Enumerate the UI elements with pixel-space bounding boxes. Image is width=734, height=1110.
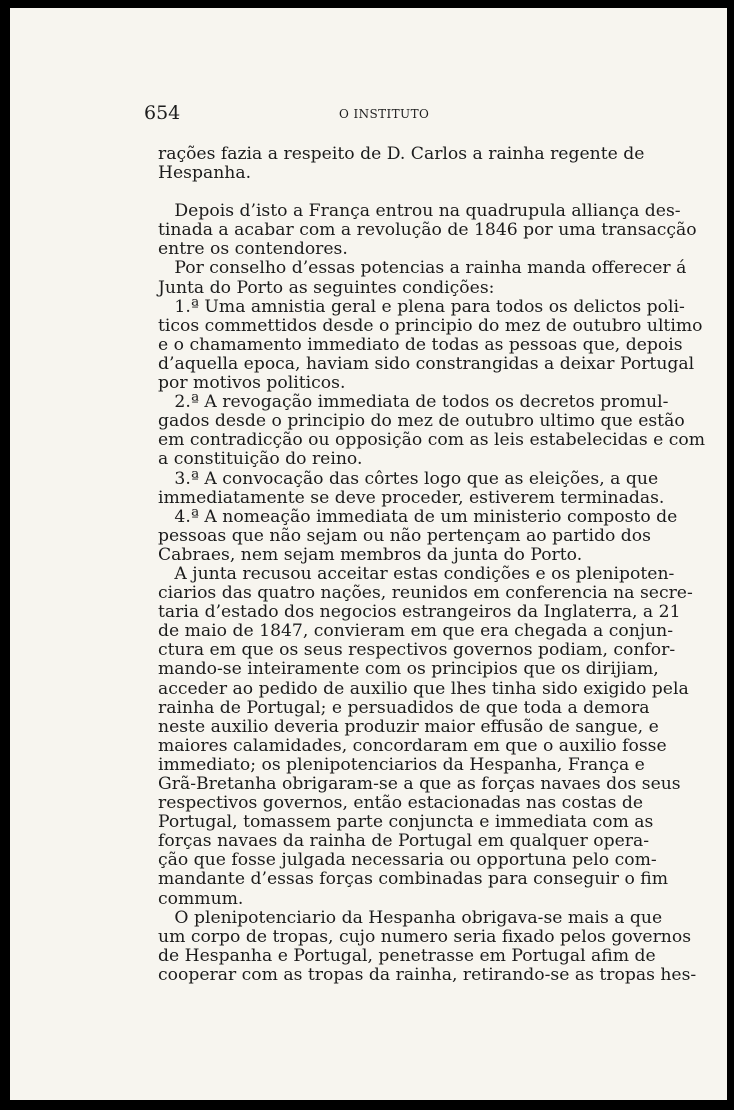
text-line: neste auxilio deveria produzir maior effusão de sangue, e [158,716,659,737]
text-line: gados desde o principio do mez de outubro ultimo que estão [158,411,685,432]
text-line: 4.ª A nomeação immediata de um ministerio composto de [158,506,678,527]
text-line: acceder ao pedido de auxilio que lhes tinha sido exigido pela [158,678,689,699]
text-line: forças navaes da rainha de Portugal em qualquer opera- [158,831,650,852]
text-line: a constituição do reino. [158,449,363,470]
page-number: 654 [144,102,181,124]
text-line: O plenipotenciario da Hespanha obrigava-se mais a que [158,907,663,928]
page-body-text [158,144,706,985]
text-line: A junta recusou acceitar estas condições e os plenipoten- [158,563,675,584]
text-line: por motivos politicos. [158,373,346,394]
text-line: mando-se inteiramente com os principios que os dirijiam, [158,659,659,680]
running-title: O INSTITUTO [339,107,430,121]
text-line: taria d’estado dos negocios estrangeiros da Inglaterra, a 21 [158,602,681,623]
text-line: immediato; os plenipotenciarios da Hespanha, França e [158,754,645,775]
text-line: ciarios das quatro nações, reunidos em conferencia na secre- [158,583,693,604]
text-line: d’aquella epoca, haviam sido constrangidas a deixar Portugal [158,353,695,374]
text-line: e o chamamento immediato de todas as pessoas que, depois [158,334,683,355]
text-line: rainha de Portugal; e persuadidos de que toda a demora [158,697,650,718]
text-line: 1.ª Uma amnistia geral e plena para todos os delictos poli- [158,296,685,317]
text-line: Cabraes, nem sejam membros da junta do Porto. [158,544,583,565]
paragraph-gap [158,183,630,202]
text-line: pessoas que não sejam ou não pertençam ao partido dos [158,525,651,546]
text-line: ctura em que os seus respectivos governos podiam, confor- [158,640,676,661]
text-line: 3.ª A convocação das côrtes logo que as eleições, a que [158,468,659,489]
text-line: cooperar com as tropas da rainha, retirando-se as tropas hes- [158,964,697,985]
page-header [144,100,539,130]
text-line: ção que fosse julgada necessaria ou opportuna pelo com- [158,850,657,871]
text-line: tinada a acabar com a revolução de 1846 por uma transacção [158,220,697,241]
text-line: mandante d’essas forças combinadas para conseguir o fim [158,869,669,890]
text-line: Portugal, tomassem parte conjuncta e immediata com as [158,812,654,833]
text-line: em contradicção ou opposição com as leis estabelecidas e com [158,430,706,451]
text-line: Depois d’isto a França entrou na quadrupula alliança des- [158,201,681,222]
text-line: um corpo de tropas, cujo numero seria fixado pelos governos [158,926,692,947]
text-line: Grã-Bretanha obrigaram-se a que as forças navaes dos seus [158,774,681,794]
text-line: commum. [158,888,244,909]
text-line: de maio de 1847, convieram em que era chegada a conjun- [158,621,674,642]
text-line: de Hespanha e Portugal, penetrasse em Portugal afim de [158,945,656,966]
text-line: entre os contendores. [158,239,348,260]
text-line: Hespanha. [158,163,252,184]
text-line: Por conselho d’essas potencias a rainha manda offerecer á [158,258,687,279]
text-line: maiores calamidades, concordaram em que o auxilio fosse [158,735,667,756]
text-line: 2.ª A revogação immediata de todos os decretos promul- [158,392,669,413]
text-line: immediatamente se deve proceder, estiverem terminadas. [158,487,665,508]
text-line: Junta do Porto as seguintes condições: [158,277,495,298]
text-line: ticos commettidos desde o principio do mez de outubro ultimo [158,315,703,336]
text-line: rações fazia a respeito de D. Carlos a rainha regente de [158,144,645,164]
text-line: respectivos governos, então estacionadas nas costas de [158,793,644,814]
book-page [10,8,727,1100]
